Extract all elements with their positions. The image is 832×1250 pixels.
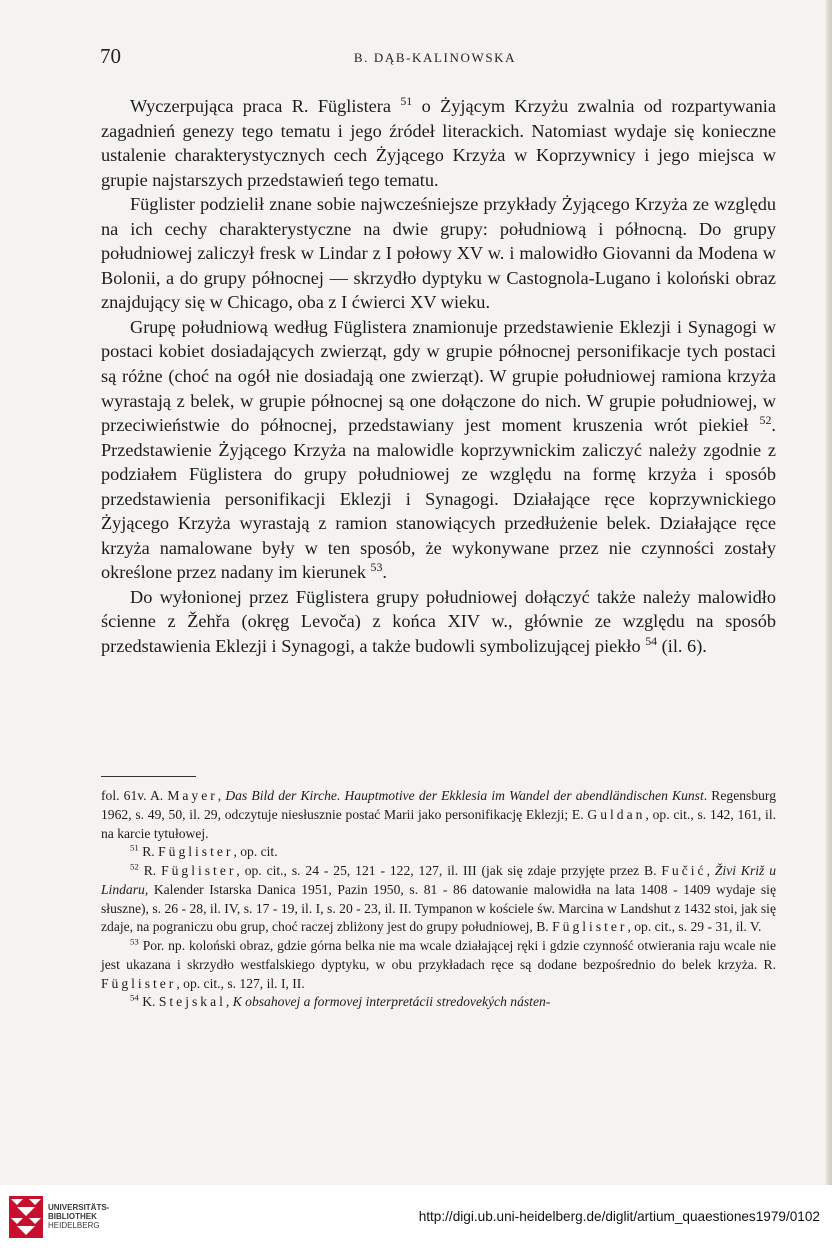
footnote bbox=[101, 843, 776, 862]
author-name: Stejskal bbox=[158, 994, 226, 1010]
text-run: o Żyjącym Krzyżu zwalnia od rozpartywania zagadnień genezy tego tematu i jego źródeł literackich. Natomiast wydaje się konieczne ustalenie charakterystycznych cech Żyjącego Krzyża w Koprzywnicy i jego miejsca w grupie najstarszych przedstawień tego tematu. bbox=[101, 96, 776, 190]
text-run: Füglister podzielił znane sobie najwcześniejsze przykłady Żyjącego Krzyża ze względu na ich cechy charakterystyczne na dwie grupy: południową i północną. Do grupy południowej zaliczył fresk w Lindar z I połowy XV w. i malowidło Giovanni da Modena w Bolonii, a do grupy północnej — skrzydło dyptyku w Castognola-Lugano i koloński obraz znajdujący się w Chicago, oba z I ćwierci XV wieku. bbox=[101, 194, 776, 313]
text-run: . Przedstawienie Żyjącego Krzyża na malowidle koprzywnickim zaliczyć należy zgodnie z podziałem Füglistera do grupy południowej ze względu na formę krzyża i sposób przedstawienia personifikacji Eklezji i Synagogi. Działające ręce koprzywnickiego Żyjącego Krzyża wyrastają z ramion stanowiących przedłużenie belek. Działające ręce krzyża namalowane były w ten sposób, że wykonywane przez nie czynności zostały określone przez nadany im kierunek bbox=[101, 415, 776, 583]
page-number: 70 bbox=[100, 44, 121, 68]
footnote bbox=[101, 937, 776, 993]
source-url-link[interactable]: http://digi.ub.uni-heidelberg.de/diglit/artium_quaestiones1979/0102 bbox=[418, 1209, 820, 1224]
library-name-line: UNIVERSITÄTS- bbox=[48, 1203, 110, 1212]
text-run: Por. np. koloński obraz, gdzie górna belka nie ma wcale działającej ręki i gdzie czynność otwierania raju wcale nie jest ukazana i skrzydło westfalskiego dyptyku, w obu przykładach ręce są dodane bezpośrednio do belek krzyża. R. bbox=[101, 938, 776, 972]
text-run: . Regensburg 1962, s. 49, 50, il. 29, odczytuje niesłusznie postać Marii jako personifikację Eklezji; E. bbox=[101, 788, 776, 822]
footnotes bbox=[101, 787, 776, 1012]
footnote-separator bbox=[101, 776, 196, 777]
text-run: fol. 61v. A. bbox=[101, 788, 168, 803]
text-run: , op. cit., s. 24 - 25, 121 - 122, 127, il. III (jak się zdaje przyjęte przez B. bbox=[236, 863, 662, 878]
footnote-ref: 54 bbox=[130, 992, 139, 1003]
university-library-logo-icon bbox=[8, 1195, 44, 1239]
text-run: , bbox=[706, 863, 715, 878]
paragraph bbox=[101, 585, 776, 659]
running-head: B. DĄB-KALINOWSKA bbox=[353, 50, 517, 65]
author-name: Füglister bbox=[101, 975, 177, 991]
text-run: , bbox=[225, 994, 233, 1010]
footnote-ref: 54 bbox=[645, 633, 658, 648]
footnote-ref: 51 bbox=[400, 93, 413, 108]
text-run: R. bbox=[138, 863, 162, 878]
paragraph bbox=[101, 315, 776, 585]
author-name: Füglister bbox=[552, 919, 628, 935]
paragraph bbox=[101, 192, 776, 315]
author-name: Guldan bbox=[587, 806, 646, 822]
text-run: Do wyłonionej przez Füglistera grupy południowej dołączyć także należy malowidło ścienne z Žehřa (okręg Levoča) z końca XIV w., głównie ze względu na sposób przedstawienia Eklezji i Synagogi, a także budowli symbolizującej piekło bbox=[101, 586, 776, 657]
footnote-ref: 53 bbox=[130, 936, 139, 947]
footnote-ref: 52 bbox=[130, 861, 139, 872]
text-run: Grupę południową według Füglistera znamionuje przedstawienie Eklezji i Synagogi w postaci kobiet dosiadających zwierząt, gdy w grupie północnej personifikacje tych postaci są różne (choć na ogół nie dosiadają one zwierząt). W grupie południowej ramiona krzyża wyrastają z belek, w grupie północnej są one dołączone do nich. W grupie południowej, w przeciwieństwie do północnej, przedstawiany jest moment kruszenia wrót piekieł bbox=[101, 316, 776, 436]
text-run: , op. cit. bbox=[233, 844, 278, 860]
footnote-ref: 51 bbox=[130, 842, 139, 853]
library-name-line: HEIDELBERG bbox=[48, 1221, 100, 1230]
text-run: Wyczerpująca praca R. Füglistera bbox=[130, 96, 401, 116]
paragraph bbox=[101, 94, 776, 192]
footnote bbox=[101, 993, 776, 1012]
italic-text: Živi Križ u Lindaru bbox=[101, 863, 777, 897]
text-run: , op. cit., s. 127, il. I, II. bbox=[176, 975, 305, 991]
author-name: Füglister bbox=[158, 844, 234, 860]
text-run: , op. cit., s. 142, 161, il. na karcie tytułowej. bbox=[101, 806, 776, 841]
library-name-line: BIBLIOTHEK bbox=[48, 1212, 97, 1221]
footnote-ref: 53 bbox=[370, 560, 383, 575]
author-name: Füglister bbox=[161, 863, 237, 878]
text-run: (il. 6). bbox=[657, 636, 707, 657]
text-run: R. bbox=[138, 844, 159, 860]
library-name bbox=[48, 1203, 109, 1230]
footnote-ref: 52 bbox=[759, 413, 772, 428]
footnote bbox=[101, 787, 776, 843]
page-header bbox=[100, 44, 770, 70]
library-footer bbox=[0, 1185, 832, 1250]
main-text bbox=[101, 94, 776, 659]
text-run: . bbox=[382, 562, 387, 583]
text-run: K. bbox=[138, 994, 159, 1010]
italic-text: K obsahovej a formovej interpretácii stredovekých násten- bbox=[232, 994, 551, 1010]
italic-text: Das Bild der Kirche. Hauptmotive der Ekklesia im Wandel der abendländischen Kunst bbox=[225, 788, 704, 803]
footnote bbox=[101, 862, 776, 937]
text-run: , bbox=[217, 788, 226, 803]
author-name: Fučić bbox=[661, 863, 707, 878]
page-edge-shadow bbox=[826, 0, 832, 1185]
text-run: , Kalender Istarska Danica 1951, Pazin 1950, s. 81 - 86 datowanie malowidła na lata 1408 - 1409 wydaje się słuszne), s. 26 - 28, il. IV, s. 17 - 19, il. I, s. 20 - 23, il. II. Tympanon w kościele św. Marcina w Landshut z 1432 stoi, jak się zdaje, na pograniczu obu grup, choć raczej zbliżony jest do grupy południowej, B. bbox=[101, 881, 776, 935]
author-name: Mayer bbox=[167, 788, 218, 803]
text-run: , op. cit., s. 29 - 31, il. V. bbox=[627, 919, 762, 935]
